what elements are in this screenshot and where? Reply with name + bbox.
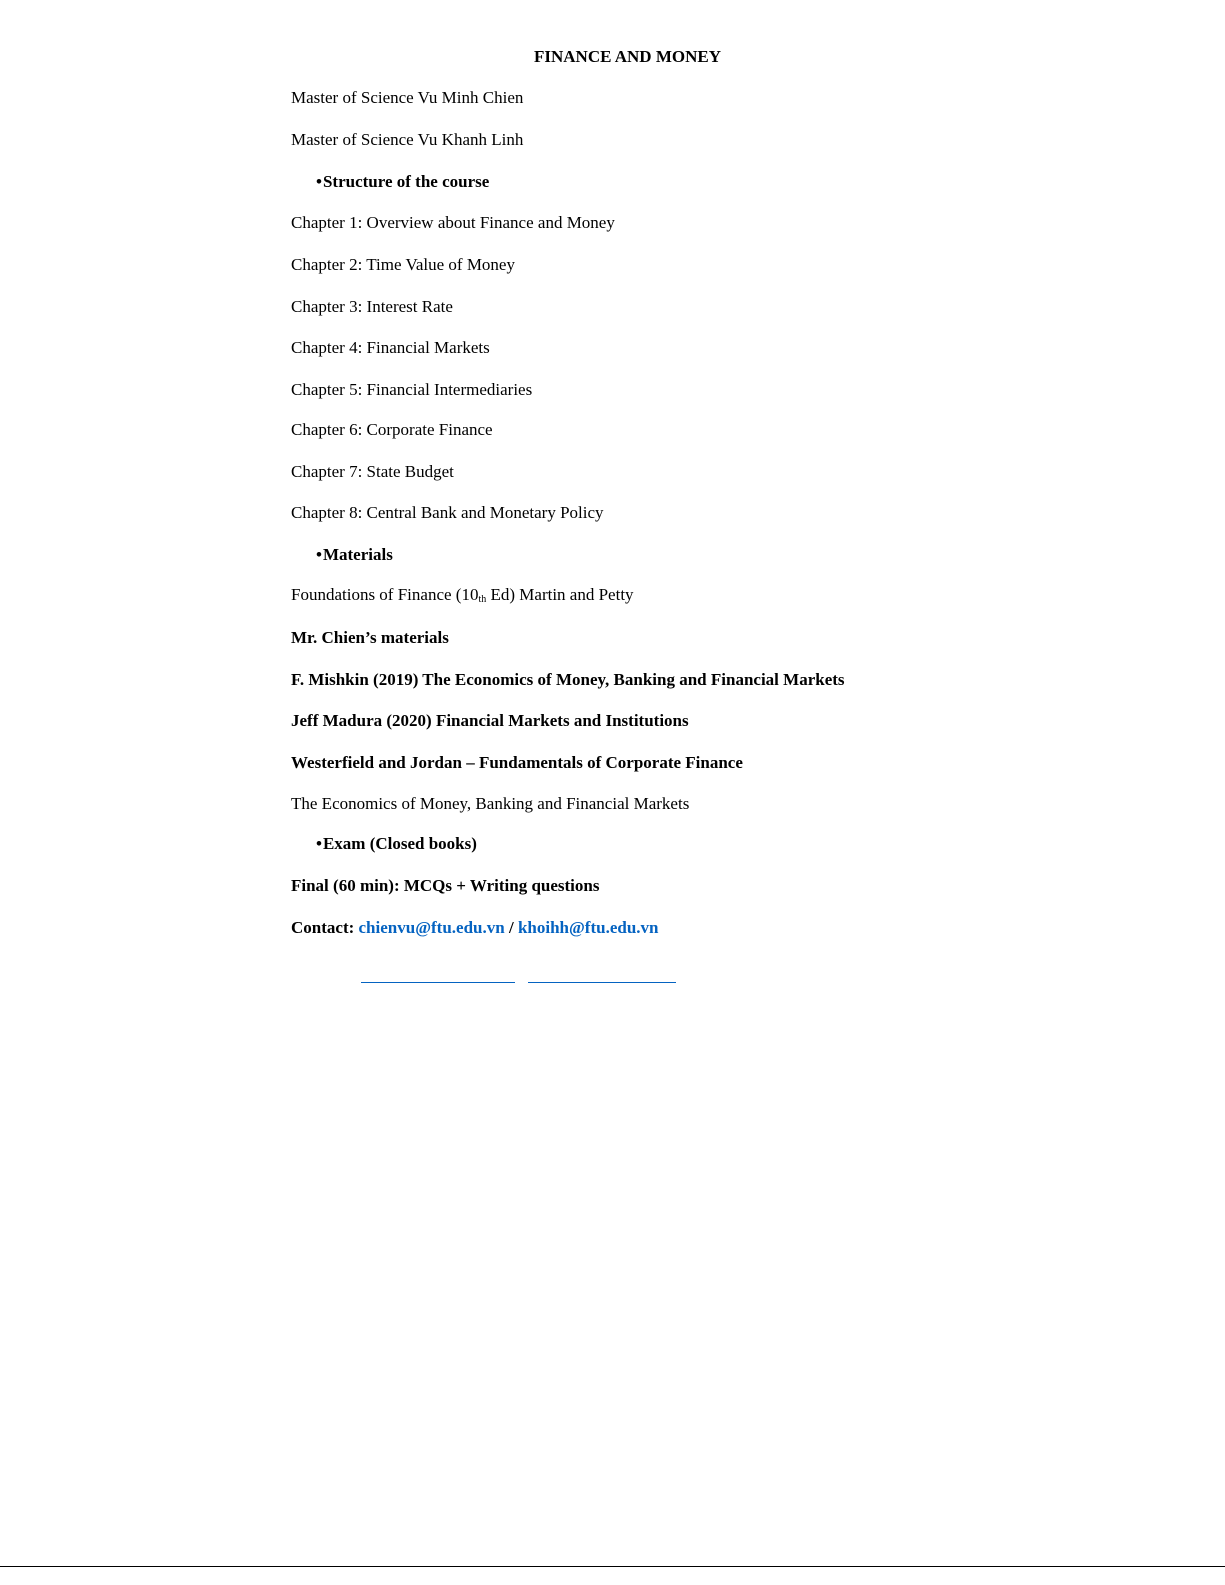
chapter-3: Chapter 3: Interest Rate	[291, 297, 453, 316]
author-1: Master of Science Vu Minh Chien	[291, 88, 524, 107]
exam-heading	[316, 834, 477, 854]
bullet-icon: •	[316, 545, 322, 564]
material-economics: The Economics of Money, Banking and Financial Markets	[291, 794, 690, 813]
chapter-6: Chapter 6: Corporate Finance	[291, 420, 493, 439]
document-title: FINANCE AND MONEY	[534, 47, 721, 66]
exam-heading-text: Exam (Closed books)	[322, 834, 477, 853]
email-link-chienvu[interactable]: chienvu@ftu.edu.vn	[358, 918, 505, 937]
contact-label: Contact:	[291, 918, 359, 937]
material-chien: Mr. Chien’s materials	[291, 628, 449, 647]
bullet-icon: •	[316, 834, 322, 853]
material-mishkin: F. Mishkin (2019) The Economics of Money, Banking and Financial Markets	[291, 670, 845, 689]
material-madura: Jeff Madura (2020) Financial Markets and Institutions	[291, 711, 689, 730]
email-link-khoihh[interactable]: khoihh@ftu.edu.vn	[517, 918, 659, 937]
contact-line	[291, 918, 658, 938]
material-foundations	[291, 585, 634, 610]
chapter-8: Chapter 8: Central Bank and Monetary Policy	[291, 503, 604, 522]
structure-heading-text: Structure of the course	[322, 172, 490, 191]
chapter-7: Chapter 7: State Budget	[291, 462, 454, 481]
bullet-icon: •	[316, 172, 322, 191]
chapter-4: Chapter 4: Financial Markets	[291, 338, 490, 357]
edition-suffix: th	[478, 594, 487, 605]
material-foundations-authors: Ed) Martin and Petty	[486, 585, 634, 604]
chapter-1: Chapter 1: Overview about Finance and Money	[291, 213, 615, 232]
page-bottom-rule	[0, 1566, 1225, 1567]
structure-heading	[316, 172, 489, 192]
chapter-2: Chapter 2: Time Value of Money	[291, 255, 515, 274]
material-foundations-text: Foundations of Finance (10	[291, 585, 479, 604]
materials-heading	[316, 545, 393, 565]
materials-heading-text: Materials	[322, 545, 393, 564]
email-separator: /	[504, 918, 518, 937]
chapter-5: Chapter 5: Financial Intermediaries	[291, 380, 533, 399]
email-underline-khoihh	[528, 982, 676, 983]
material-westerfield: Westerfield and Jordan – Fundamentals of Corporate Finance	[291, 753, 743, 772]
email-underline-chienvu	[361, 982, 515, 983]
exam-detail: Final (60 min): MCQs + Writing questions	[291, 876, 600, 895]
author-2: Master of Science Vu Khanh Linh	[291, 130, 524, 149]
